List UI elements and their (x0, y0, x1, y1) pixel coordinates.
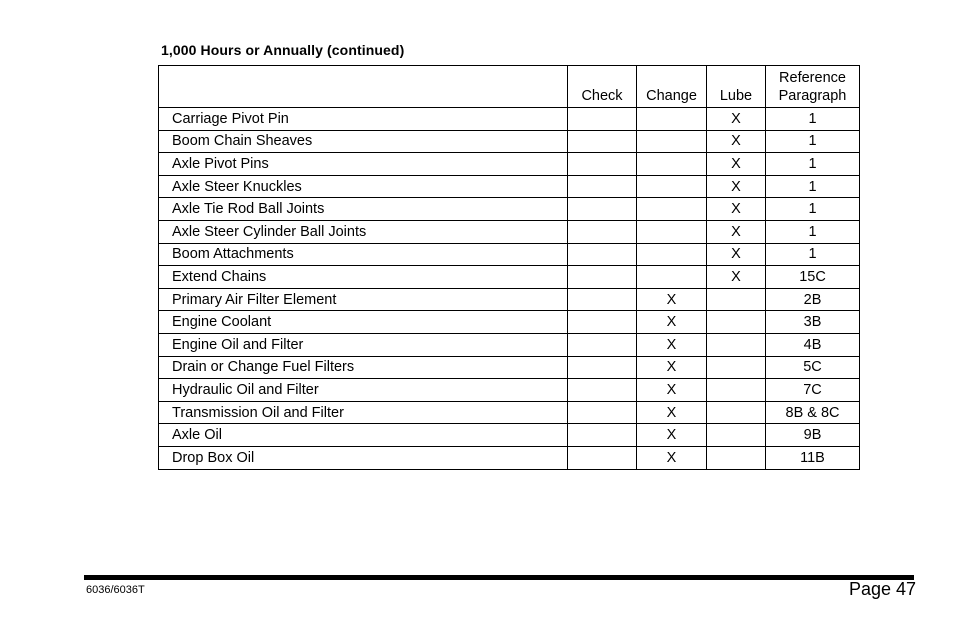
lube-cell: X (707, 243, 766, 266)
maintenance-table (158, 65, 860, 470)
change-cell (637, 220, 707, 243)
check-cell (568, 446, 637, 469)
lube-cell (707, 401, 766, 424)
header-reference-paragraph (766, 66, 860, 108)
lube-cell: X (707, 108, 766, 131)
item-cell: Axle Steer Cylinder Ball Joints (159, 220, 568, 243)
check-cell (568, 198, 637, 221)
reference-cell: 9B (766, 424, 860, 447)
reference-cell: 1 (766, 198, 860, 221)
table-header-row (159, 66, 860, 108)
table-row (159, 401, 860, 424)
item-cell: Drop Box Oil (159, 446, 568, 469)
item-cell: Axle Oil (159, 424, 568, 447)
change-cell: X (637, 401, 707, 424)
lube-cell (707, 379, 766, 402)
change-cell: X (637, 356, 707, 379)
change-cell: X (637, 311, 707, 334)
lube-cell (707, 311, 766, 334)
table-row (159, 333, 860, 356)
table-row (159, 153, 860, 176)
lube-cell: X (707, 175, 766, 198)
table-row (159, 108, 860, 131)
check-cell (568, 153, 637, 176)
header-item (159, 66, 568, 108)
check-cell (568, 424, 637, 447)
header-check: Check (568, 66, 637, 108)
table-row (159, 424, 860, 447)
item-cell: Boom Attachments (159, 243, 568, 266)
lube-cell (707, 424, 766, 447)
item-cell: Hydraulic Oil and Filter (159, 379, 568, 402)
table-row (159, 198, 860, 221)
lube-cell: X (707, 198, 766, 221)
reference-cell: 8B & 8C (766, 401, 860, 424)
table-row (159, 379, 860, 402)
change-cell (637, 198, 707, 221)
item-cell: Drain or Change Fuel Filters (159, 356, 568, 379)
lube-cell (707, 333, 766, 356)
change-cell (637, 130, 707, 153)
lube-cell: X (707, 130, 766, 153)
reference-cell: 1 (766, 130, 860, 153)
table-row (159, 130, 860, 153)
check-cell (568, 108, 637, 131)
lube-cell (707, 446, 766, 469)
header-change: Change (637, 66, 707, 108)
lube-cell: X (707, 220, 766, 243)
change-cell: X (637, 288, 707, 311)
check-cell (568, 130, 637, 153)
reference-cell: 3B (766, 311, 860, 334)
reference-cell: 11B (766, 446, 860, 469)
lube-cell: X (707, 266, 766, 289)
footer-model: 6036/6036T (86, 584, 145, 596)
reference-cell: 15C (766, 266, 860, 289)
reference-cell: 1 (766, 175, 860, 198)
change-cell (637, 266, 707, 289)
check-cell (568, 220, 637, 243)
change-cell: X (637, 379, 707, 402)
change-cell (637, 243, 707, 266)
table-row (159, 175, 860, 198)
check-cell (568, 333, 637, 356)
reference-cell: 2B (766, 288, 860, 311)
reference-cell: 5C (766, 356, 860, 379)
change-cell (637, 175, 707, 198)
item-cell: Engine Coolant (159, 311, 568, 334)
check-cell (568, 401, 637, 424)
check-cell (568, 243, 637, 266)
lube-cell: X (707, 153, 766, 176)
reference-cell: 1 (766, 220, 860, 243)
item-cell: Extend Chains (159, 266, 568, 289)
check-cell (568, 379, 637, 402)
check-cell (568, 356, 637, 379)
table-row (159, 243, 860, 266)
lube-cell (707, 288, 766, 311)
reference-cell: 1 (766, 243, 860, 266)
table-row (159, 446, 860, 469)
item-cell: Engine Oil and Filter (159, 333, 568, 356)
reference-cell: 1 (766, 108, 860, 131)
change-cell (637, 108, 707, 131)
change-cell (637, 153, 707, 176)
change-cell: X (637, 446, 707, 469)
reference-cell: 1 (766, 153, 860, 176)
item-cell: Boom Chain Sheaves (159, 130, 568, 153)
change-cell: X (637, 333, 707, 356)
footer-rule (84, 575, 914, 580)
lube-cell (707, 356, 766, 379)
item-cell: Axle Tie Rod Ball Joints (159, 198, 568, 221)
item-cell: Axle Steer Knuckles (159, 175, 568, 198)
header-lube: Lube (707, 66, 766, 108)
header-reference-line1: Reference (779, 70, 846, 86)
table-row (159, 220, 860, 243)
check-cell (568, 175, 637, 198)
item-cell: Carriage Pivot Pin (159, 108, 568, 131)
section-title: 1,000 Hours or Annually (continued) (161, 42, 405, 58)
check-cell (568, 288, 637, 311)
reference-cell: 4B (766, 333, 860, 356)
table-row (159, 266, 860, 289)
item-cell: Axle Pivot Pins (159, 153, 568, 176)
change-cell: X (637, 424, 707, 447)
page-number: Page 47 (848, 579, 916, 599)
table-row (159, 356, 860, 379)
table-row (159, 311, 860, 334)
item-cell: Primary Air Filter Element (159, 288, 568, 311)
table-body (159, 108, 860, 470)
reference-cell: 7C (766, 379, 860, 402)
check-cell (568, 266, 637, 289)
header-reference-line2: Paragraph (778, 88, 847, 104)
table-row (159, 288, 860, 311)
check-cell (568, 311, 637, 334)
item-cell: Transmission Oil and Filter (159, 401, 568, 424)
